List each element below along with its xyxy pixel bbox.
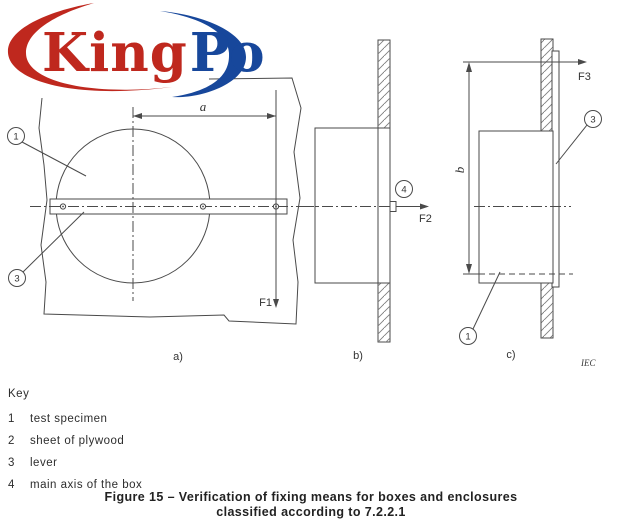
figure-c bbox=[452, 39, 602, 368]
key-item-label: sheet of plywood bbox=[30, 435, 125, 447]
key-item-label: test specimen bbox=[30, 413, 108, 425]
key-item bbox=[8, 435, 142, 447]
key-item-number: 4 bbox=[8, 479, 15, 491]
logo-text-king: King bbox=[42, 22, 188, 84]
balloon-4 bbox=[396, 181, 413, 198]
axis-pin bbox=[390, 202, 396, 212]
key-item-label: lever bbox=[30, 457, 58, 469]
figure-caption-line2: classified according to 7.2.2.1 bbox=[216, 504, 406, 519]
svg-text:3: 3 bbox=[14, 273, 20, 285]
force-f3-arrow bbox=[463, 59, 587, 65]
subfigure-b-label: b) bbox=[353, 350, 363, 362]
key-item-number: 2 bbox=[8, 435, 15, 447]
dimension-b-label: b bbox=[452, 166, 467, 174]
figure-a bbox=[8, 78, 318, 363]
key-item-label: main axis of the box bbox=[30, 479, 143, 491]
balloon-3 bbox=[556, 111, 602, 165]
balloon-3 bbox=[9, 212, 85, 287]
logo-text-po: Po bbox=[189, 22, 266, 84]
svg-text:1: 1 bbox=[13, 131, 19, 143]
force-f2-label: F2 bbox=[419, 213, 432, 225]
key-legend bbox=[8, 388, 142, 491]
subfigure-a-label: a) bbox=[173, 351, 183, 363]
key-item-number: 3 bbox=[8, 457, 15, 469]
figure-caption bbox=[0, 490, 622, 519]
balloon-1 bbox=[8, 128, 87, 177]
force-f2-arrow bbox=[396, 204, 429, 210]
force-f1-label: F1 bbox=[259, 297, 272, 309]
dimension-a-label: a bbox=[199, 99, 207, 114]
plywood-hatch-bottom bbox=[378, 283, 390, 342]
svg-text:1: 1 bbox=[465, 331, 471, 343]
subfigure-c-label: c) bbox=[506, 349, 516, 361]
pivot-hole bbox=[60, 204, 65, 209]
key-title: Key bbox=[8, 388, 30, 400]
box-side-view bbox=[315, 128, 390, 283]
plywood-hatch-top bbox=[378, 40, 390, 128]
figure-caption-line1: Figure 15 – Verification of fixing means for boxes and enclosures bbox=[104, 490, 518, 504]
iec-mark: IEC bbox=[581, 358, 596, 368]
svg-text:3: 3 bbox=[590, 114, 596, 126]
logo-text bbox=[42, 22, 266, 84]
key-item-number: 1 bbox=[8, 413, 15, 425]
figure-b bbox=[303, 40, 432, 362]
key-item bbox=[8, 457, 142, 469]
force-f3-label: F3 bbox=[578, 71, 591, 83]
key-item bbox=[8, 413, 142, 425]
pivot-hole bbox=[200, 204, 205, 209]
svg-text:4: 4 bbox=[401, 184, 407, 196]
kingpo-logo bbox=[8, 3, 266, 97]
